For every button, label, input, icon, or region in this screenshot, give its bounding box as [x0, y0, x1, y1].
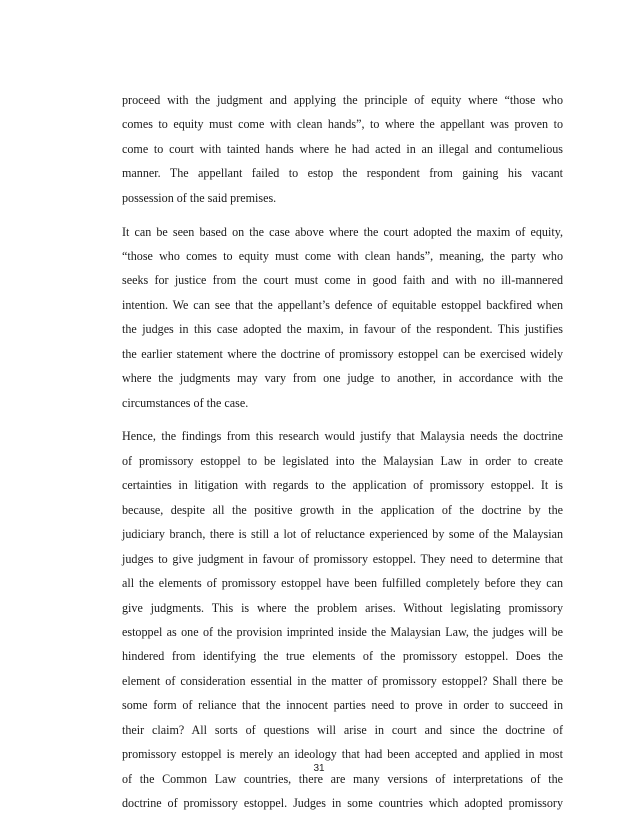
text-line: their claim? All sorts of questions will arise in court and since the doctrine of	[122, 722, 563, 737]
text-line: some form of reliance that the innocent parties need to prove in order to succeed in	[122, 698, 563, 713]
text-line: circumstances of the case.	[122, 395, 249, 410]
text-line: manner. The appellant failed to estop the respondent from gaining his vacant	[122, 166, 563, 181]
text-line: judges to give judgment in favour of promissory estoppel. They need to determine that	[122, 551, 563, 566]
paragraph-1	[122, 88, 563, 210]
text-line: of promissory estoppel to be legislated into the Malaysian Law in order to create	[122, 453, 563, 468]
text-line: where the judgments may vary from one judge to another, in accordance with the	[122, 371, 563, 386]
text-line: Hence, the findings from this research would justify that Malaysia needs the doctrine	[122, 429, 563, 444]
paragraph-3	[122, 424, 563, 815]
text-line: the judges in this case adopted the maxim, in favour of the respondent. This justifies	[122, 322, 563, 337]
text-line: hindered from identifying the true elements of the promissory estoppel. Does the	[122, 649, 563, 664]
text-line: It can be seen based on the case above where the court adopted the maxim of equity,	[122, 224, 563, 239]
text-line: come to court with tainted hands where he had acted in an illegal and contumelious	[122, 141, 563, 156]
text-line: all the elements of promissory estoppel have been fulfilled completely before they can	[122, 576, 563, 591]
text-line: give judgments. This is where the problem arises. Without legislating promissory	[122, 600, 563, 615]
text-line: certainties in litigation with regards to the application of promissory estoppel. It is	[122, 478, 563, 493]
page-number: 31	[313, 763, 325, 774]
body-text	[122, 88, 563, 825]
text-line: “those who comes to equity must come with clean hands”, meaning, the party who	[122, 249, 563, 264]
text-line: because, despite all the positive growth in the application of the doctrine by the	[122, 502, 563, 517]
text-line: the earlier statement where the doctrine of promissory estoppel can be exercised widely	[122, 346, 563, 361]
text-line: judiciary branch, there is still a lot of reluctance experienced by some of the Malaysian	[122, 527, 563, 542]
text-line: intention. We can see that the appellant’s defence of equitable estoppel backfired when	[122, 297, 563, 312]
text-line: doctrine of promissory estoppel. Judges in some countries which adopted promissory	[122, 796, 563, 811]
text-line: seeks for justice from the court must come in good faith and with no ill-mannered	[122, 273, 563, 288]
text-line: proceed with the judgment and applying the principle of equity where “those who	[122, 93, 563, 107]
text-line: estoppel as one of the provision imprinted inside the Malaysian Law, the judges will be	[122, 624, 563, 639]
text-line: element of consideration essential in the matter of promissory estoppel? Shall there be	[122, 673, 563, 688]
paragraph-2	[122, 220, 563, 416]
text-line: promissory estoppel is merely an ideology that had been accepted and applied in most	[122, 747, 563, 762]
text-line: comes to equity must come with clean hands”, to where the appellant was proven to	[122, 117, 563, 132]
text-line: of the Common Law countries, there are many versions of interpretations of the	[122, 771, 563, 786]
text-line: possession of the said premises.	[122, 190, 277, 205]
